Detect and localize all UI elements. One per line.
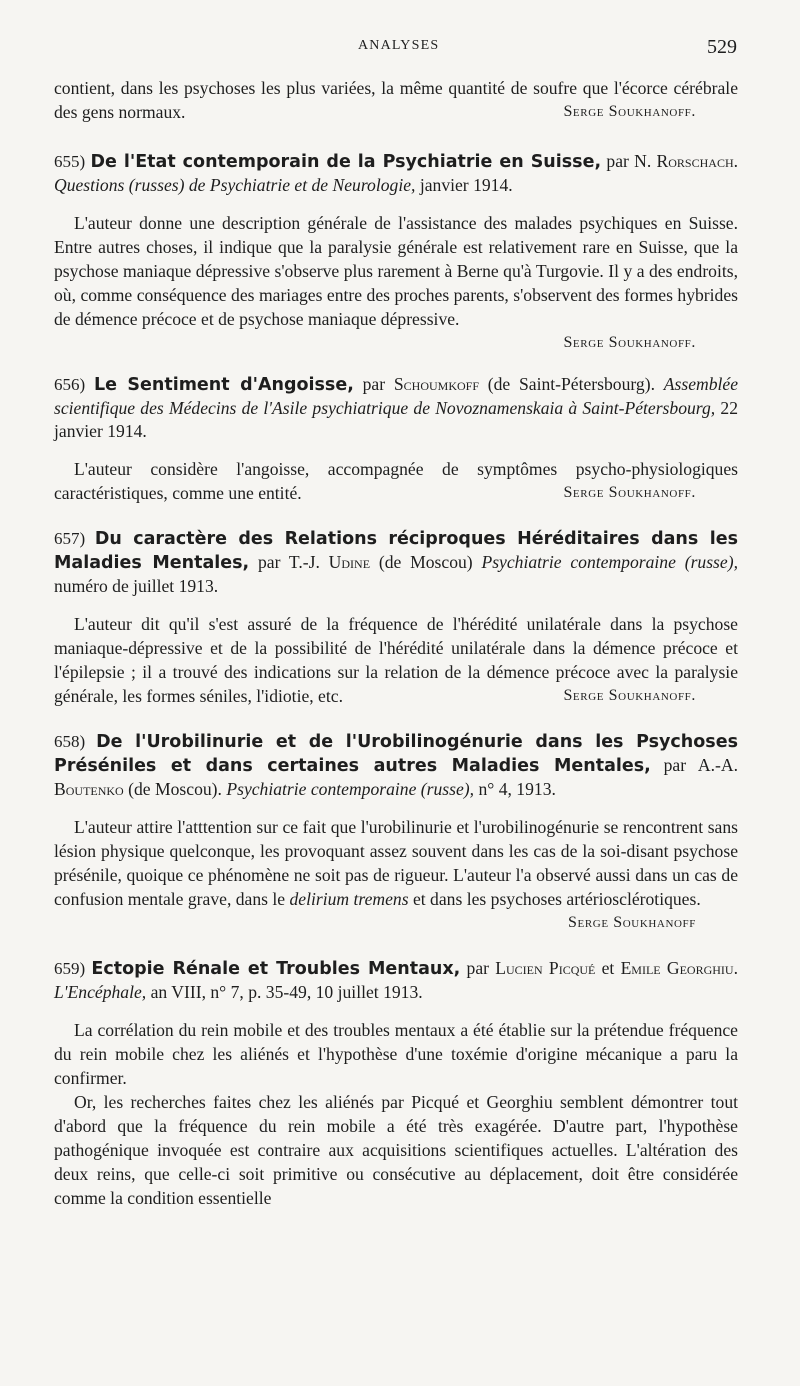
entry-heading <box>54 527 738 598</box>
entry-heading <box>54 730 738 801</box>
entry-body: La corrélation du rein mobile et des troubles mentaux a été établie sur la prétendue fréquence du rein mobile chez les aliénés et l'hypothèse d'une toxémie d'origine mécanique a paru la confirmer. <box>54 1020 738 1088</box>
entry-number: 657) <box>54 529 86 548</box>
source-date: numéro de juillet 1913. <box>54 576 219 596</box>
entry-658 <box>54 730 738 935</box>
intro-block <box>54 76 738 124</box>
intro-signature: Serge Soukhanoff. <box>563 103 696 120</box>
entry-body-2: Or, les recherches faites chez les aliénés par Picqué et Georghiu semblent démontrer tout d'abord que la fréquence du rein mobile a été très exagérée. D'autre part, l'hypothèse pathogénique invoquée est contraire aux acquisitions scientifiques actuelles. L'altération des deux reins, que celle-ci soit primitive ou consécutive au déplacement, doit être considérée comme la condition essentielle <box>54 1092 738 1208</box>
author-prefix: par A.-A. <box>650 755 738 775</box>
author-prefix: par <box>353 374 394 394</box>
entry-heading <box>54 373 738 443</box>
entry-body: L'auteur dit qu'il s'est assuré de la fréquence de l'hérédité unilatérale dans la psychose maniaque-dépressive et de la possibilité de l'hérédité unilatérale dans la démence précoce et l'épilepsie ; il a trouvé des indications sur la relation de la démence précoce avec la paralysie générale, les formes séniles, l'idiotie, etc. <box>54 614 738 706</box>
source-title: Questions (russes) de Psychiatrie et de Neurologie, <box>54 175 416 195</box>
entry-number: 658) <box>54 732 86 751</box>
entry-657 <box>54 527 738 708</box>
entry-title: De l'Urobilinurie et de l'Urobilinogénurie dans les Psychoses Préséniles et dans certaines autres Maladies Mentales, <box>54 732 738 776</box>
intro-text: contient, dans les psychoses les plus variées, la même quantité de soufre que l'écorce cérébrale des gens normaux. <box>54 78 738 122</box>
source-date: 22 janvier 1914. <box>54 398 738 441</box>
source-title: Assemblée scientifique des Médecins de l'Asile psychiatrique de Novoznamenskaia à Saint-Pétersbourg, <box>54 374 739 418</box>
source-date: an VIII, n° 7, p. 35-49, 10 juillet 1913. <box>146 982 423 1002</box>
entry-title: Du caractère des Relations réciproques Héréditaires dans les Maladies Mentales, <box>54 529 738 573</box>
entry-heading <box>54 957 738 1004</box>
source-date: n° 4, 1913. <box>474 779 556 799</box>
entry-655 <box>54 150 738 355</box>
entry-656 <box>54 373 738 505</box>
entry-659 <box>54 957 738 1210</box>
author-prefix: par T.-J. <box>249 552 329 572</box>
entry-paragraph <box>54 612 738 708</box>
entry-paragraph <box>54 457 738 505</box>
entry-body-emphasis: delirium tremens <box>289 889 409 909</box>
entry-signature: Serge Soukhanoff. <box>563 334 696 351</box>
entry-signature: Serge Soukhanoff. <box>563 687 696 704</box>
author-name: Udine <box>328 552 371 572</box>
source-date: janvier 1914. <box>415 175 513 195</box>
entry-body: L'auteur considère l'angoisse, accompagnée de symptômes psycho-physiologiques caractéristiques, comme une entité. <box>54 459 738 503</box>
entry-title: Ectopie Rénale et Troubles Mentaux, <box>91 959 461 979</box>
source-title: Psychiatrie contemporaine (russe), <box>226 779 475 799</box>
entry-signature: Serge Soukhanoff <box>568 914 696 931</box>
author-name: Boutenko <box>54 779 124 799</box>
source-title: Psychiatrie contemporaine (russe), <box>481 552 738 572</box>
author-suffix: (de Moscou). <box>123 779 227 799</box>
entry-title: De l'Etat contemporain de la Psychiatrie en Suisse, <box>90 152 602 172</box>
author-prefix: par N. <box>601 151 657 171</box>
entry-number: 659) <box>54 959 86 978</box>
author-name: Lucien Picqué <box>495 958 596 978</box>
entry-heading <box>54 150 738 197</box>
intro-paragraph <box>54 76 738 124</box>
entry-title: Le Sentiment d'Angoisse, <box>93 375 354 395</box>
running-head-title: ANALYSES <box>358 38 440 53</box>
running-head <box>0 36 800 60</box>
entry-number: 655) <box>54 152 86 171</box>
author-name: Rorschach. <box>656 151 739 171</box>
entry-body <box>54 815 738 911</box>
entry-number: 656) <box>54 375 86 394</box>
entry-signature: Serge Soukhanoff. <box>563 484 696 501</box>
article-body <box>54 76 738 1210</box>
author-name-2: Emile Georghiu. <box>620 958 738 978</box>
author-suffix: (de Moscou) <box>370 552 482 572</box>
page-number: 529 <box>707 36 737 58</box>
entry-body: L'auteur donne une description générale de l'assistance des malades psychiques en Suisse. Entre autres choses, il indique que la paralysie générale est relativement rare en Suisse, que la psychose maniaque dépressive s'observe plus rarement à Berne qu'à Turgovie. Il y a des endroits, où, comme conséquence des mariages entre des proches parents, s'observent des formes hybrides de démence précoce et de psychose maniaque dépressive. <box>54 213 738 329</box>
entry-body-part: et dans les psychoses artériosclérotiques. <box>408 889 701 909</box>
author-suffix: (de Saint-Pétersbourg). <box>479 374 655 394</box>
source-title: L'Encéphale, <box>54 982 147 1002</box>
author-prefix: par <box>460 958 496 978</box>
author-mid: et <box>595 958 621 978</box>
author-name: Schoumkoff <box>393 374 479 394</box>
entry-body-part: L'auteur attire l'atttention sur ce fait que l'urobilinurie et l'urobilinogénurie se rencontrent sans lésion physique quelconque, les provoquant assez souvent dans les cas de la soi-disant psychose présénile, quoique ce phénomène ne soit pas de rigueur. L'auteur l'a observé aussi dans un cas de confusion mentale grave, dans le <box>54 817 738 909</box>
